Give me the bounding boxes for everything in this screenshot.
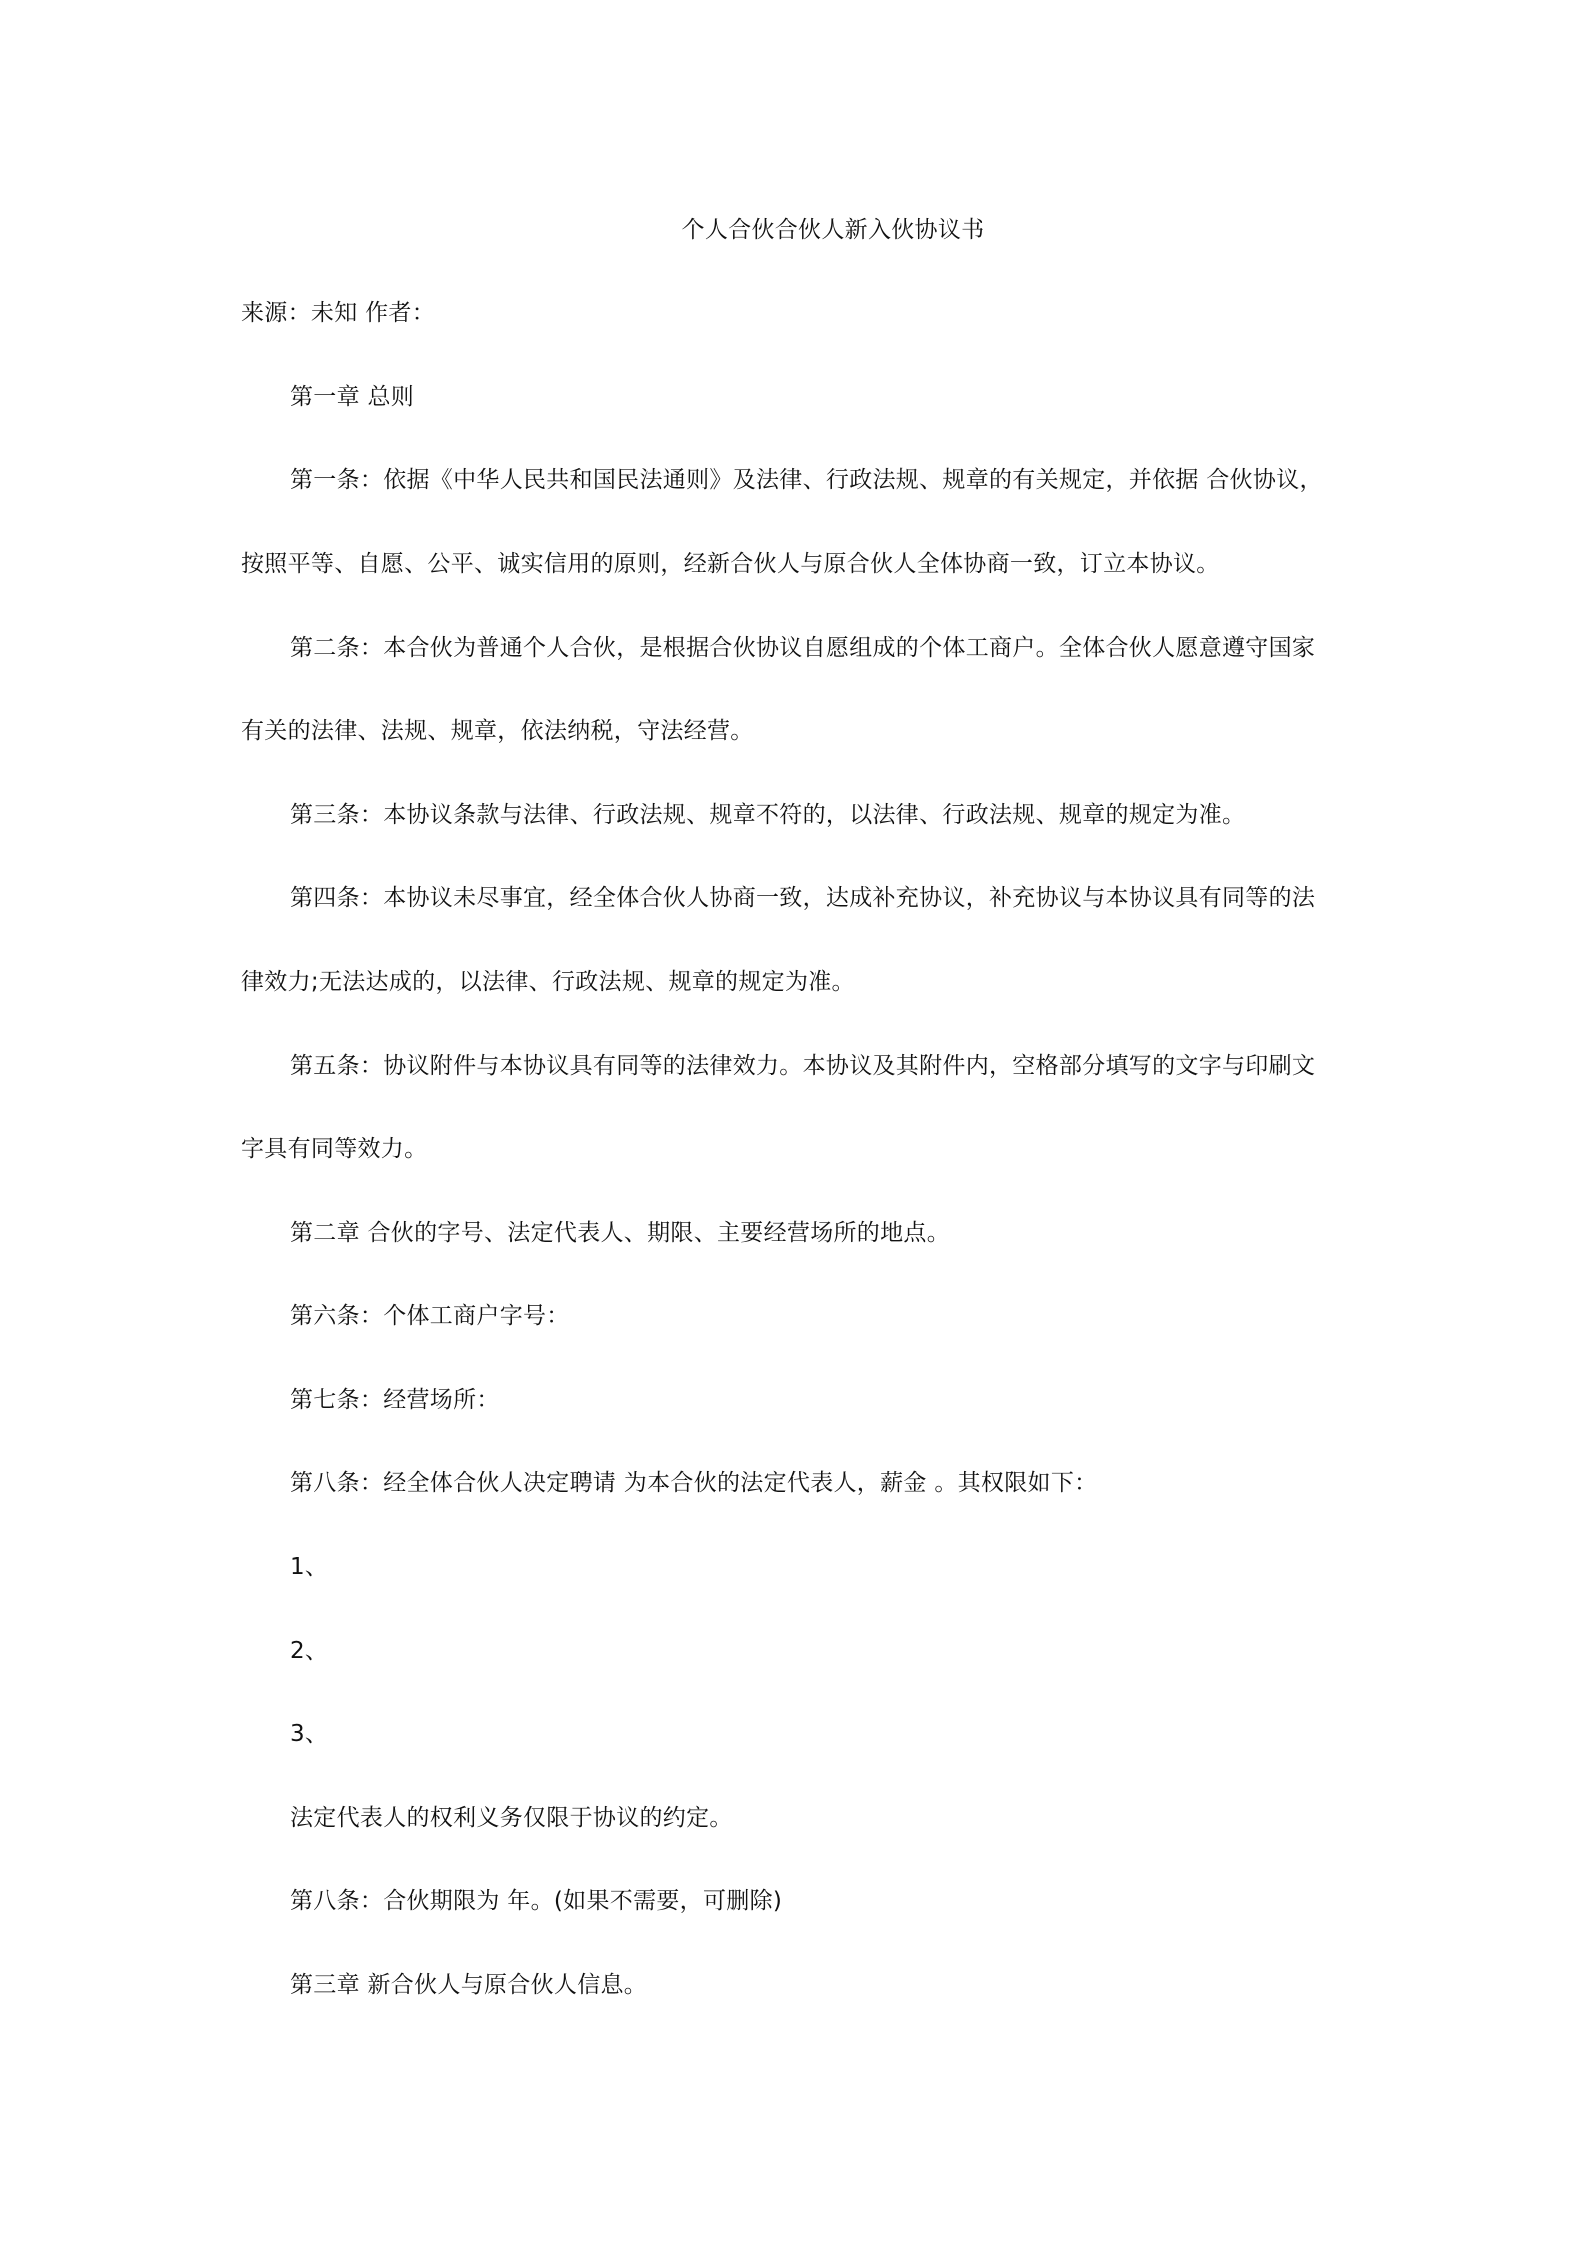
article-1-line-2: 按照平等、自愿、公平、诚实信用的原则，经新合伙人与原合伙人全体协商一致，订立本协议。 xyxy=(241,551,1220,577)
document-title: 个人合伙合伙人新入伙协议书 xyxy=(681,217,985,243)
article-5-line-1: 第五条：协议附件与本协议具有同等的法律效力。本协议及其附件内，空格部分填写的文字与印刷文 xyxy=(290,1053,1316,1079)
chapter-3-heading: 第三章 新合伙人与原合伙人信息。 xyxy=(290,1972,648,1998)
article-8-term: 第八条：合伙期限为 年。(如果不需要，可删除) xyxy=(290,1888,783,1914)
article-8: 第八条：经全体合伙人决定聘请 为本合伙的法定代表人，薪金 。其权限如下： xyxy=(290,1470,1098,1496)
article-4-line-1: 第四条：本协议未尽事宜，经全体合伙人协商一致，达成补充协议，补充协议与本协议具有同等的法 xyxy=(290,885,1316,911)
article-2-line-2: 有关的法律、法规、规章，依法纳税，守法经营。 xyxy=(241,718,754,744)
article-5-line-2: 字具有同等效力。 xyxy=(241,1136,428,1162)
article-2-line-1: 第二条：本合伙为普通个人合伙，是根据合伙协议自愿组成的个体工商户。全体合伙人愿意遵守国家 xyxy=(290,635,1316,661)
article-6: 第六条：个体工商户字号： xyxy=(290,1303,570,1329)
article-7: 第七条：经营场所： xyxy=(290,1387,500,1413)
chapter-1-heading: 第一章 总则 xyxy=(290,384,415,410)
list-item-1: 1、 xyxy=(290,1554,329,1580)
representative-note: 法定代表人的权利义务仅限于协议的约定。 xyxy=(290,1805,733,1831)
chapter-2-heading: 第二章 合伙的字号、法定代表人、期限、主要经营场所的地点。 xyxy=(290,1220,951,1246)
list-item-2: 2、 xyxy=(290,1638,329,1664)
article-1-line-1: 第一条：依据《中华人民共和国民法通则》及法律、行政法规、规章的有关规定，并依据 合伙协议， xyxy=(290,467,1323,493)
source-author-line: 来源：未知 作者： xyxy=(241,300,436,326)
article-4-line-2: 律效力;无法达成的，以法律、行政法规、规章的规定为准。 xyxy=(241,969,855,995)
list-item-3: 3、 xyxy=(290,1721,329,1747)
article-3: 第三条：本协议条款与法律、行政法规、规章不符的，以法律、行政法规、规章的规定为准。 xyxy=(290,802,1246,828)
